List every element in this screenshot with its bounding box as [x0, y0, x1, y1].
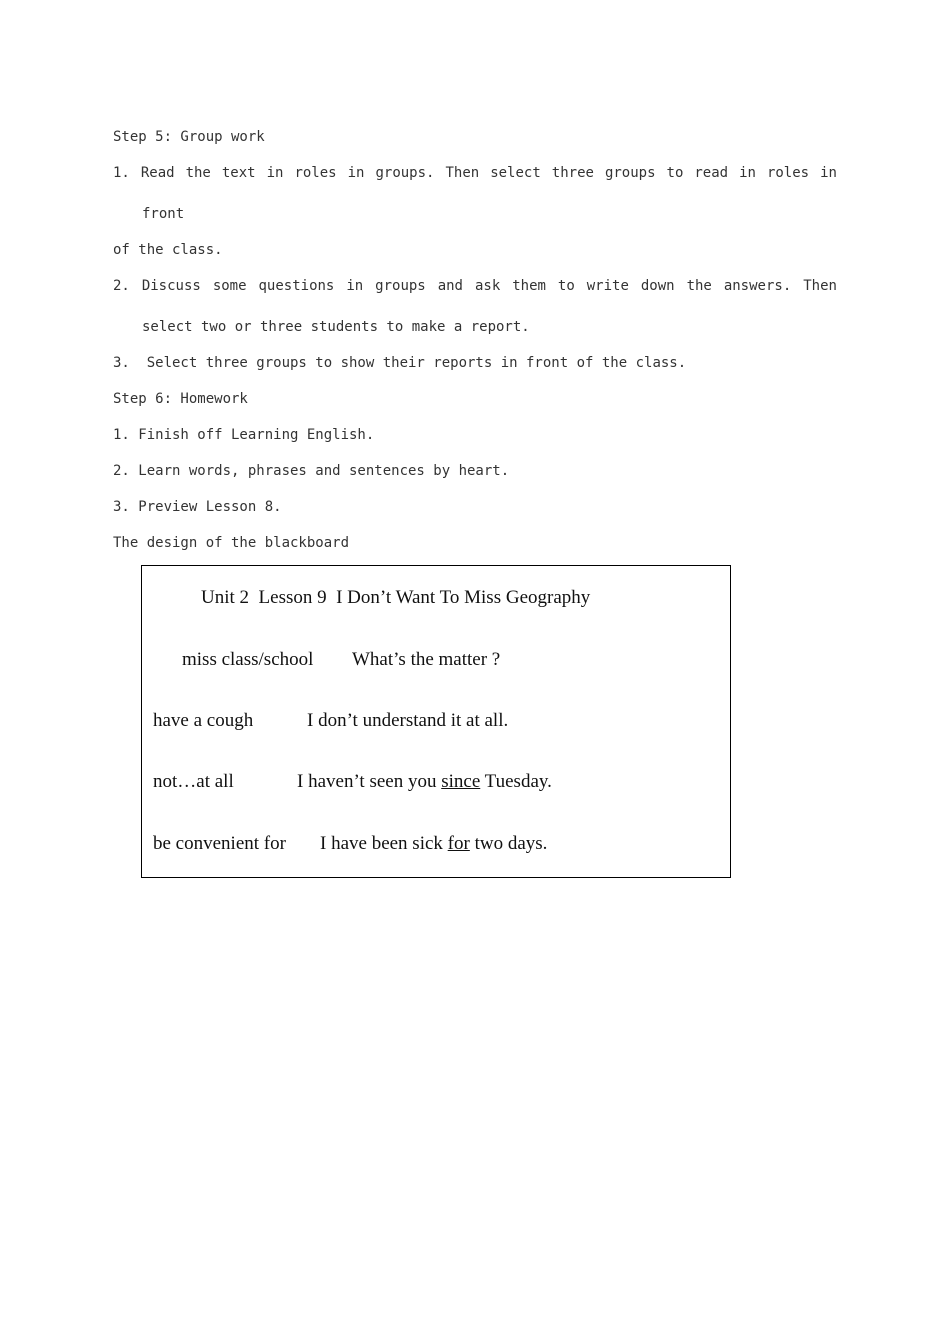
step5-item-1-continued: of the class. [113, 242, 223, 258]
word: in [347, 165, 365, 181]
word: write [586, 278, 629, 294]
word: groups [375, 278, 426, 294]
word: and [437, 278, 463, 294]
board-row4-left: be convenient for [153, 833, 286, 854]
word: text [221, 165, 256, 181]
word: ask [474, 278, 501, 294]
step6-item-1: 1. Finish off Learning English. [113, 427, 375, 443]
step6-heading: Step 6: Homework [113, 391, 248, 407]
board-row3-text-a: I haven’t seen you [297, 771, 442, 792]
board-row2-right: I don’t understand it at all. [307, 710, 509, 731]
word: some [212, 278, 247, 294]
word: groups. [375, 165, 435, 181]
step5-item-3: 3. Select three groups to show their reports in front of the class. [113, 355, 687, 371]
word: to [557, 278, 575, 294]
word: read [694, 165, 729, 181]
step5-item-1 [113, 163, 837, 183]
word: Read [140, 165, 175, 181]
word: the [185, 165, 211, 181]
word: Then [445, 165, 480, 181]
word: them [512, 278, 546, 294]
word: select [490, 165, 541, 181]
board-row3-right [297, 770, 552, 794]
board-row4-right [320, 832, 547, 856]
board-row1-left: miss class/school [182, 649, 314, 670]
board-row3-underlined: since [441, 771, 481, 792]
word: in [266, 165, 284, 181]
word: the [686, 278, 712, 294]
word: answers. [723, 278, 792, 294]
step6-item-2: 2. Learn words, phrases and sentences by heart. [113, 463, 510, 479]
board-caption: The design of the blackboard [113, 535, 350, 551]
board-row2-left: have a cough [153, 710, 254, 731]
step5-item-2-wrap: select two or three students to make a report. [142, 319, 530, 335]
board-row1-right: What’s the matter ? [352, 649, 501, 670]
word: down [640, 278, 675, 294]
word: questions [258, 278, 335, 294]
board-row3-left: not…at all [153, 771, 234, 792]
word: roles [766, 165, 810, 181]
step5-item-1-wrap: front [142, 206, 185, 222]
board-row4-text-b: two days. [469, 833, 548, 854]
word: in [346, 278, 364, 294]
word: roles [294, 165, 337, 181]
word: Then [803, 278, 837, 294]
board-row4-text-a: I have been sick [320, 833, 448, 854]
word: three [551, 165, 594, 181]
word: Discuss [141, 278, 201, 294]
word: to [666, 165, 684, 181]
board-row3-text-b: Tuesday. [480, 771, 552, 792]
word: in [820, 165, 837, 181]
blackboard-design-box [141, 565, 731, 878]
step5-item-2 [113, 276, 837, 296]
word: in [739, 165, 756, 181]
step6-item-3: 3. Preview Lesson 8. [113, 499, 282, 515]
board-title: Unit 2 Lesson 9 I Don’t Want To Miss Geography [201, 587, 591, 608]
word: 2. [113, 278, 130, 294]
word: groups [604, 165, 656, 181]
step5-heading: Step 5: Group work [113, 129, 265, 145]
board-row4-underlined: for [447, 833, 470, 854]
word: 1. [113, 165, 130, 181]
